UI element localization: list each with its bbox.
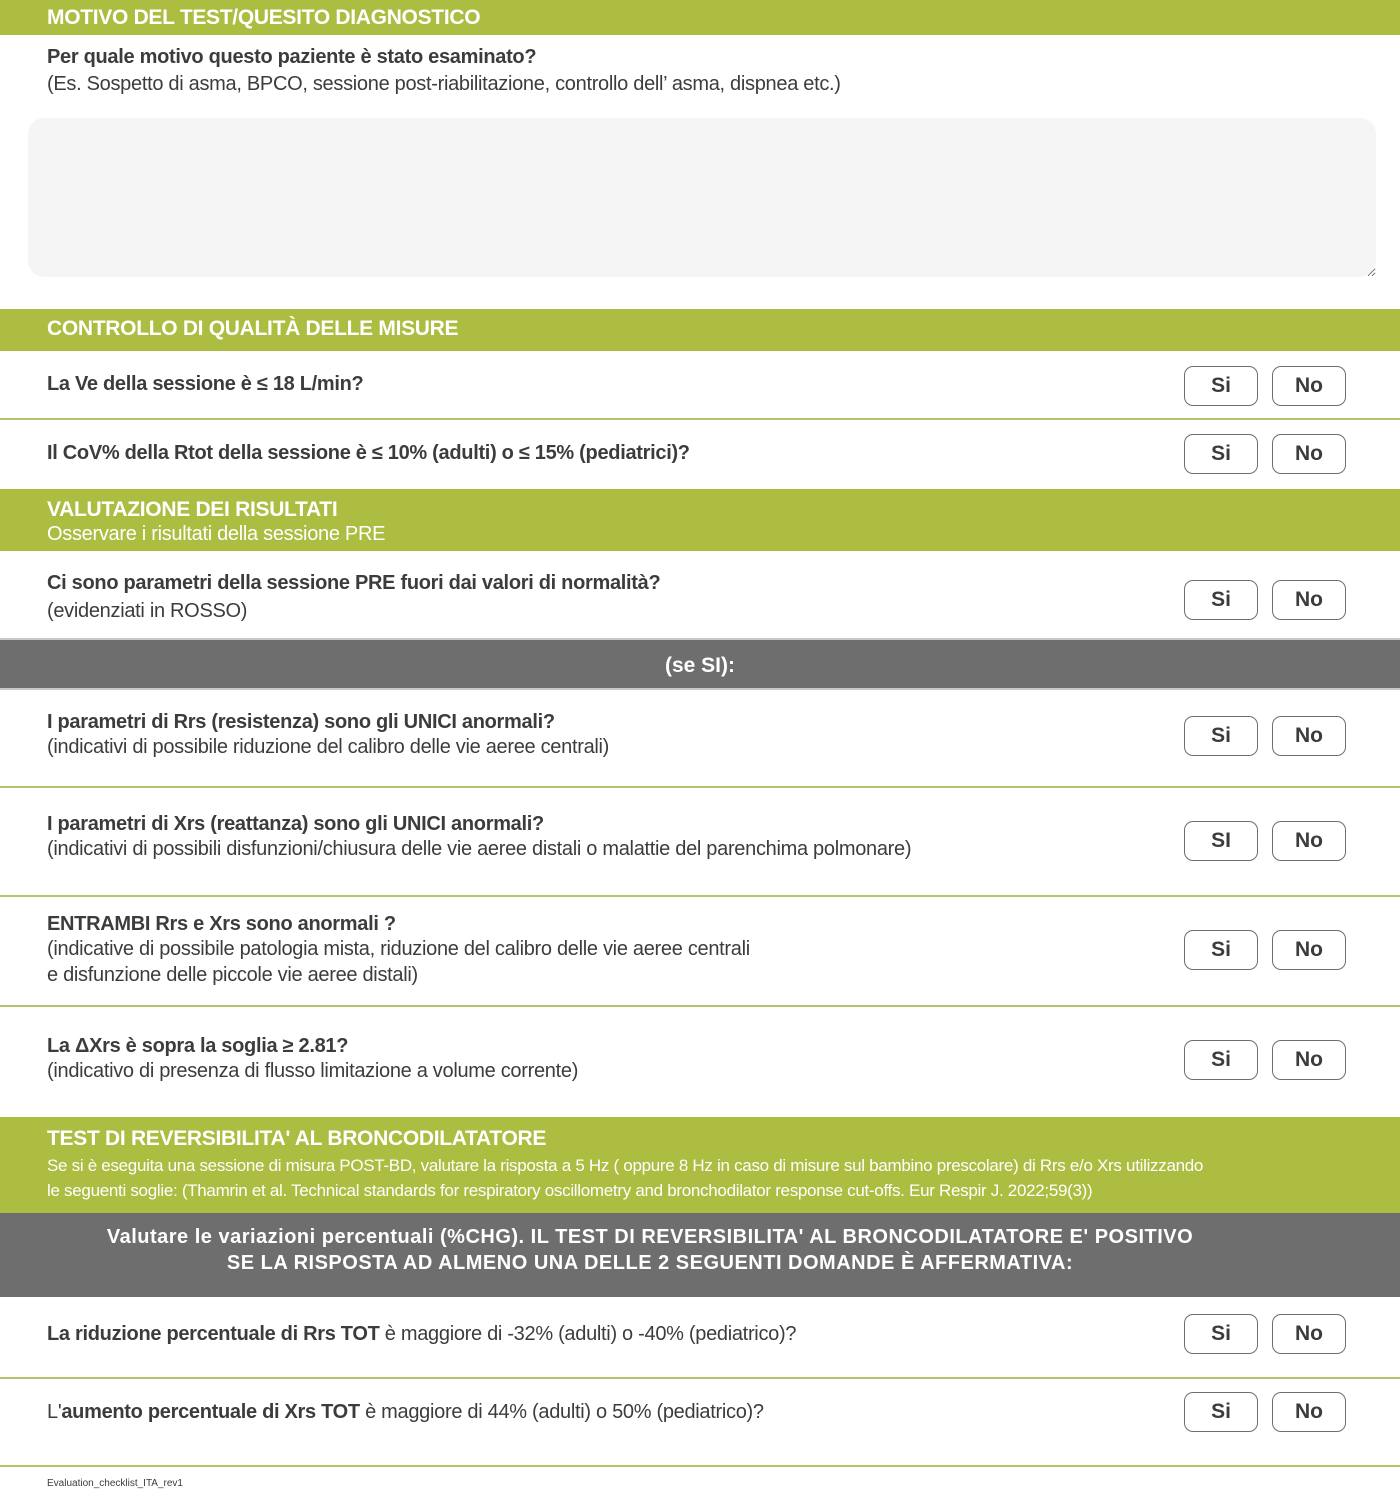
yes-button[interactable]: Si	[1184, 1392, 1258, 1432]
no-button[interactable]: No	[1272, 1314, 1346, 1354]
no-button[interactable]: No	[1272, 580, 1346, 620]
no-button[interactable]: No	[1272, 821, 1346, 861]
motivo-answer-textarea[interactable]	[28, 118, 1376, 277]
question-text: Il CoV% della Rtot della sessione è ≤ 10% (adulti) o ≤ 15% (pediatrici)?	[47, 442, 690, 464]
document-footer: Evaluation_checklist_ITA_rev1	[47, 1478, 183, 1489]
section-header-motivo	[0, 0, 1400, 35]
divider	[0, 1377, 1400, 1379]
divider	[0, 895, 1400, 897]
question-text: Per quale motivo questo paziente è stato esaminato?	[47, 46, 537, 68]
reversibility-banner	[0, 1213, 1400, 1297]
yes-button[interactable]: Si	[1184, 1040, 1258, 1080]
no-button[interactable]: No	[1272, 930, 1346, 970]
question-hint: (indicativi di possibile riduzione del calibro delle vie aeree centrali)	[47, 736, 610, 758]
question-bold: La riduzione percentuale di Rrs TOT	[47, 1323, 380, 1345]
question-text: I parametri di Xrs (reattanza) sono gli UNICI anormali?	[47, 813, 544, 835]
question-rest: è maggiore di 44% (adulti) o 50% (pediatrico)?	[359, 1401, 764, 1423]
section-subtitle: Osservare i risultati della sessione PRE	[47, 523, 386, 545]
question-bold: aumento percentuale di Xrs TOT	[61, 1401, 360, 1423]
question-hint: (Es. Sospetto di asma, BPCO, sessione post-riabilitazione, controllo dell’ asma, dispnea etc.)	[47, 73, 841, 95]
section-title: VALUTAZIONE DEI RISULTATI	[47, 498, 338, 521]
question-prefix: L'	[47, 1401, 62, 1423]
section-title: CONTROLLO DI QUALITÀ DELLE MISURE	[47, 317, 459, 340]
section-header-reversibilita	[0, 1117, 1400, 1213]
question-hint-line2: e disfunzione delle piccole vie aeree distali)	[47, 964, 418, 986]
yes-button[interactable]: Si	[1184, 366, 1258, 406]
divider	[0, 786, 1400, 788]
yes-button[interactable]: SI	[1184, 821, 1258, 861]
no-button[interactable]: No	[1272, 434, 1346, 474]
question-rest: è maggiore di -32% (adulti) o -40% (pediatrico)?	[379, 1323, 797, 1345]
question-text: ENTRAMBI Rrs e Xrs sono anormali ?	[47, 913, 396, 935]
banner-line-2: SE LA RISPOSTA AD ALMENO UNA DELLE 2 SEGUENTI DOMANDE È AFFERMATIVA:	[226, 1252, 1074, 1274]
banner-line-1: Valutare le variazioni percentuali (%CHG). IL TEST DI REVERSIBILITA' AL BRONCODILATATORE E' POSITIVO	[106, 1226, 1194, 1248]
divider	[0, 1005, 1400, 1007]
question-hint: (indicative di possibile patologia mista, riduzione del calibro delle vie aeree centrali	[47, 938, 750, 960]
condition-text: (se SI):	[664, 654, 735, 677]
section-title: MOTIVO DEL TEST/QUESITO DIAGNOSTICO	[47, 6, 481, 29]
section-title: TEST DI REVERSIBILITA' AL BRONCODILATATORE	[47, 1127, 547, 1150]
section-header-controllo	[0, 309, 1400, 351]
motivo-question-row	[0, 46, 1400, 97]
no-button[interactable]: No	[1272, 716, 1346, 756]
no-button[interactable]: No	[1272, 1392, 1346, 1432]
question-text: La Ve della sessione è ≤ 18 L/min?	[47, 373, 364, 395]
question-hint: (indicativo di presenza di flusso limitazione a volume corrente)	[47, 1060, 579, 1082]
divider	[0, 418, 1400, 420]
yes-button[interactable]: Si	[1184, 716, 1258, 756]
no-button[interactable]: No	[1272, 366, 1346, 406]
section-header-valutazione	[0, 489, 1400, 551]
yes-button[interactable]: Si	[1184, 1314, 1258, 1354]
yes-button[interactable]: Si	[1184, 930, 1258, 970]
question-hint: (evidenziati in ROSSO)	[47, 600, 248, 622]
yes-button[interactable]: Si	[1184, 580, 1258, 620]
question-text: I parametri di Rrs (resistenza) sono gli UNICI anormali?	[47, 711, 555, 733]
question-text: La ΔXrs è sopra la soglia ≥ 2.81?	[47, 1035, 349, 1057]
divider	[0, 1465, 1400, 1467]
yes-button[interactable]: Si	[1184, 434, 1258, 474]
question-text: Ci sono parametri della sessione PRE fuori dai valori di normalità?	[47, 572, 661, 594]
no-button[interactable]: No	[1272, 1040, 1346, 1080]
condition-banner	[0, 638, 1400, 690]
question-hint: (indicativi di possibili disfunzioni/chiusura delle vie aeree distali o malattie del parenchima polmonare)	[47, 838, 912, 860]
section-description-line2: le seguenti soglie: (Thamrin et al. Technical standards for respiratory oscillometry and bronchodilator response cut-offs. Eur Respir J. 2022;59(3))	[47, 1181, 1093, 1200]
section-description: Se si è eseguita una sessione di misura POST-BD, valutare la risposta a 5 Hz ( oppure 8 Hz in caso di misure sul bambino prescolare) di Rrs e/o Xrs utilizzando	[47, 1156, 1204, 1175]
